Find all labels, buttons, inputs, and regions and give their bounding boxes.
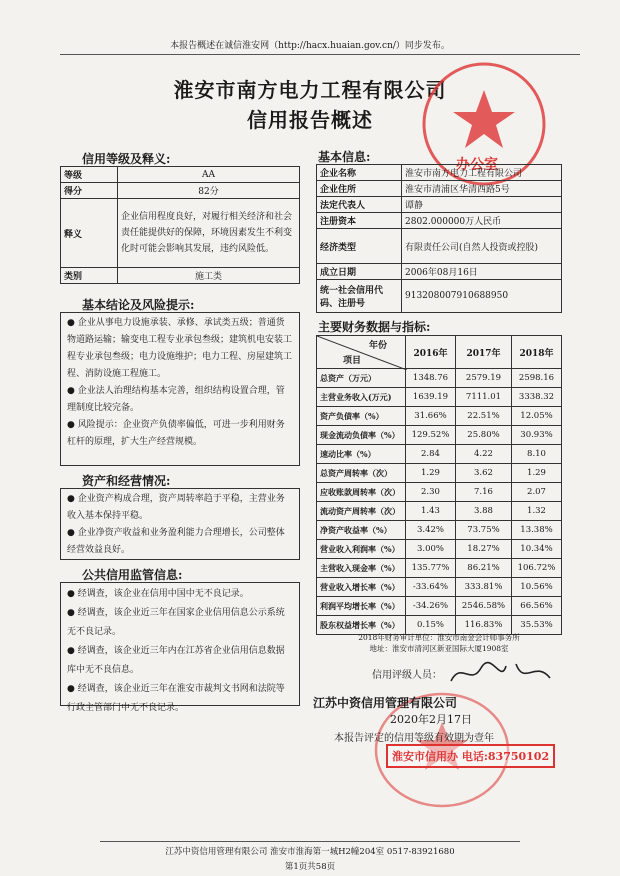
basic-label: 注册资本 xyxy=(317,213,402,229)
finance-table xyxy=(316,335,562,635)
basic-value: 淮安市清浦区华清西路5号 xyxy=(402,181,562,197)
page-number: 第1页共58页 xyxy=(284,862,336,872)
basic-value: 2006年08月16日 xyxy=(402,264,562,280)
basic-label: 企业名称 xyxy=(317,165,402,181)
finance-heading: 主要财务数据与指标: xyxy=(318,320,431,334)
level-value: AA xyxy=(118,167,300,183)
basic-value: 淮安市南方电力工程有限公司 xyxy=(402,165,562,181)
basic-label: 统一社会信用代码、注册号 xyxy=(317,280,402,313)
grade-table xyxy=(60,166,300,284)
year-header: 2016年 xyxy=(406,336,456,369)
year-axis-label: 年份 xyxy=(368,341,387,351)
level-label: 等级 xyxy=(61,167,118,183)
assets-box xyxy=(60,488,300,560)
report-title: 信用报告概述 xyxy=(247,108,373,132)
supervision-item: ● 经调查，该企业近三年在国家企业信用信息公示系统无不良记录。 xyxy=(67,608,285,637)
conclusion-item: ● 企业从事电力设施承装、承修、承试类五级；普通货物道路运输；输变电工程专业承包叁级；建筑机电安装工程专业承包叁级；电力设施维护；电力工程、房屋建筑工程、消防设施工程施工。 xyxy=(67,318,293,379)
rating-company: 江苏中资信用管理有限公司 xyxy=(312,696,457,710)
supervision-item: ● 经调查，该企业近三年在淮安市裁判文书网和法院等行政主管部门中无不良记录。 xyxy=(67,684,285,713)
report-date: 2020年2月17日 xyxy=(390,713,472,726)
table-row: 营业收入利润率（%） 3.00% 18.27% 10.34% xyxy=(317,540,562,559)
basic-label: 成立日期 xyxy=(317,264,402,280)
basic-heading: 基本信息: xyxy=(318,150,371,164)
meaning-label: 释义 xyxy=(61,199,118,268)
credit-office-stamp: 淮安市信用办 电话:83750102 xyxy=(386,744,555,768)
table-row: 速动比率（%） 2.84 4.22 8.10 xyxy=(317,445,562,464)
basic-value: 2802.000000万人民币 xyxy=(402,213,562,229)
audit-address: 地址：淮安市清河区新亚国际大厦1908室 xyxy=(369,644,509,653)
basic-value: 913208007910688950 xyxy=(402,280,562,313)
footer-divider xyxy=(100,841,520,842)
category-value: 施工类 xyxy=(118,268,300,284)
category-label: 类别 xyxy=(61,268,118,284)
basic-label: 法定代表人 xyxy=(317,197,402,213)
supervision-heading: 公共信用监管信息: xyxy=(82,568,183,582)
finance-corner-cell xyxy=(317,336,406,369)
assets-heading: 资产和经营情况: xyxy=(82,474,171,488)
score-value: 82分 xyxy=(118,183,300,199)
publish-note: 本报告概述在诚信淮安网（http://hacx.huaian.gov.cn/）同步发布。 xyxy=(170,41,450,51)
table-row: 总资产（万元） 1348.76 2579.19 2598.16 xyxy=(317,369,562,388)
table-row: 流动资产周转率（次） 1.43 3.88 1.32 xyxy=(317,502,562,521)
supervision-item: ● 经调查，该企业近三年内在江苏省企业信用信息数据库中无不良信息。 xyxy=(67,646,285,675)
conclusion-box xyxy=(60,312,300,466)
supervision-item: ● 经调查，该企业在信用中国中无不良记录。 xyxy=(67,589,249,599)
item-axis-label: 项目 xyxy=(343,356,362,366)
rating-staff-label: 信用评级人员： xyxy=(372,670,442,681)
year-header: 2017年 xyxy=(455,336,511,369)
conclusion-heading: 基本结论及风险提示: xyxy=(82,298,195,312)
table-row: 主营收入现金率（%） 135.77% 86.21% 106.72% xyxy=(317,559,562,578)
table-row: 总资产周转率（次） 1.29 3.62 1.29 xyxy=(317,464,562,483)
table-row: 现金流动负债率（%） 129.52% 25.80% 30.93% xyxy=(317,426,562,445)
seal-office-label: 办公室 xyxy=(456,157,498,173)
table-row: 资产负债率（%） 31.66% 22.51% 12.05% xyxy=(317,407,562,426)
table-row: 主营业务收入(万元) 1639.19 7111.01 3338.32 xyxy=(317,388,562,407)
audit-note: 2018年财务审计单位：淮安市南金会计师事务所 xyxy=(358,633,520,642)
table-row: 应收账款周转率（次） 2.30 7.16 2.07 xyxy=(317,483,562,502)
basic-value: 谭静 xyxy=(402,197,562,213)
supervision-box xyxy=(60,582,300,713)
score-label: 得分 xyxy=(61,183,118,199)
basic-value: 有限责任公司(自然人投资或控股) xyxy=(402,229,562,264)
signature-scribble xyxy=(446,656,556,690)
conclusion-item: ● 风险提示：企业资产负债率偏低，可进一步利用财务杠杆的原理，扩大生产经营规模。 xyxy=(67,420,285,447)
basic-info-table xyxy=(316,164,562,313)
grade-heading: 信用等级及释义: xyxy=(82,152,171,166)
header-divider xyxy=(60,54,580,55)
table-row: 股东权益增长率（%） 0.15% 116.83% 35.53% xyxy=(317,616,562,635)
conclusion-item: ● 企业法人治理结构基本完善，组织结构设置合理，管理制度比较完备。 xyxy=(67,386,285,413)
company-title: 淮安市南方电力工程有限公司 xyxy=(173,78,447,102)
assets-item: ● 企业资产构成合理，资产周转率趋于平稳，主营业务收入基本保持平稳。 xyxy=(67,494,285,521)
table-row: 营业收入增长率（%） -33.64% 333.81% 10.56% xyxy=(317,578,562,597)
validity-note: 本报告评定的信用等级有效期为壹年 xyxy=(334,733,494,744)
table-row: 利润平均增长率（%） -34.26% 2546.58% 66.56% xyxy=(317,597,562,616)
footer-contact: 江苏中资信用管理有限公司 淮安市淮海第一城H2幢204室 0517-83921680 xyxy=(165,847,455,857)
basic-label: 企业住所 xyxy=(317,181,402,197)
assets-item: ● 企业净资产收益和业务盈利能力合理增长，公司整体经营效益良好。 xyxy=(67,528,285,555)
year-header: 2018年 xyxy=(512,336,562,369)
table-row: 净资产收益率（%） 3.42% 73.75% 13.38% xyxy=(317,521,562,540)
basic-label: 经济类型 xyxy=(317,229,402,264)
meaning-value: 企业信用程度良好，对履行相关经济和社会责任能提供好的保障，环境因素发生不利变化时可能会影响其发展，违约风险低。 xyxy=(118,199,300,268)
